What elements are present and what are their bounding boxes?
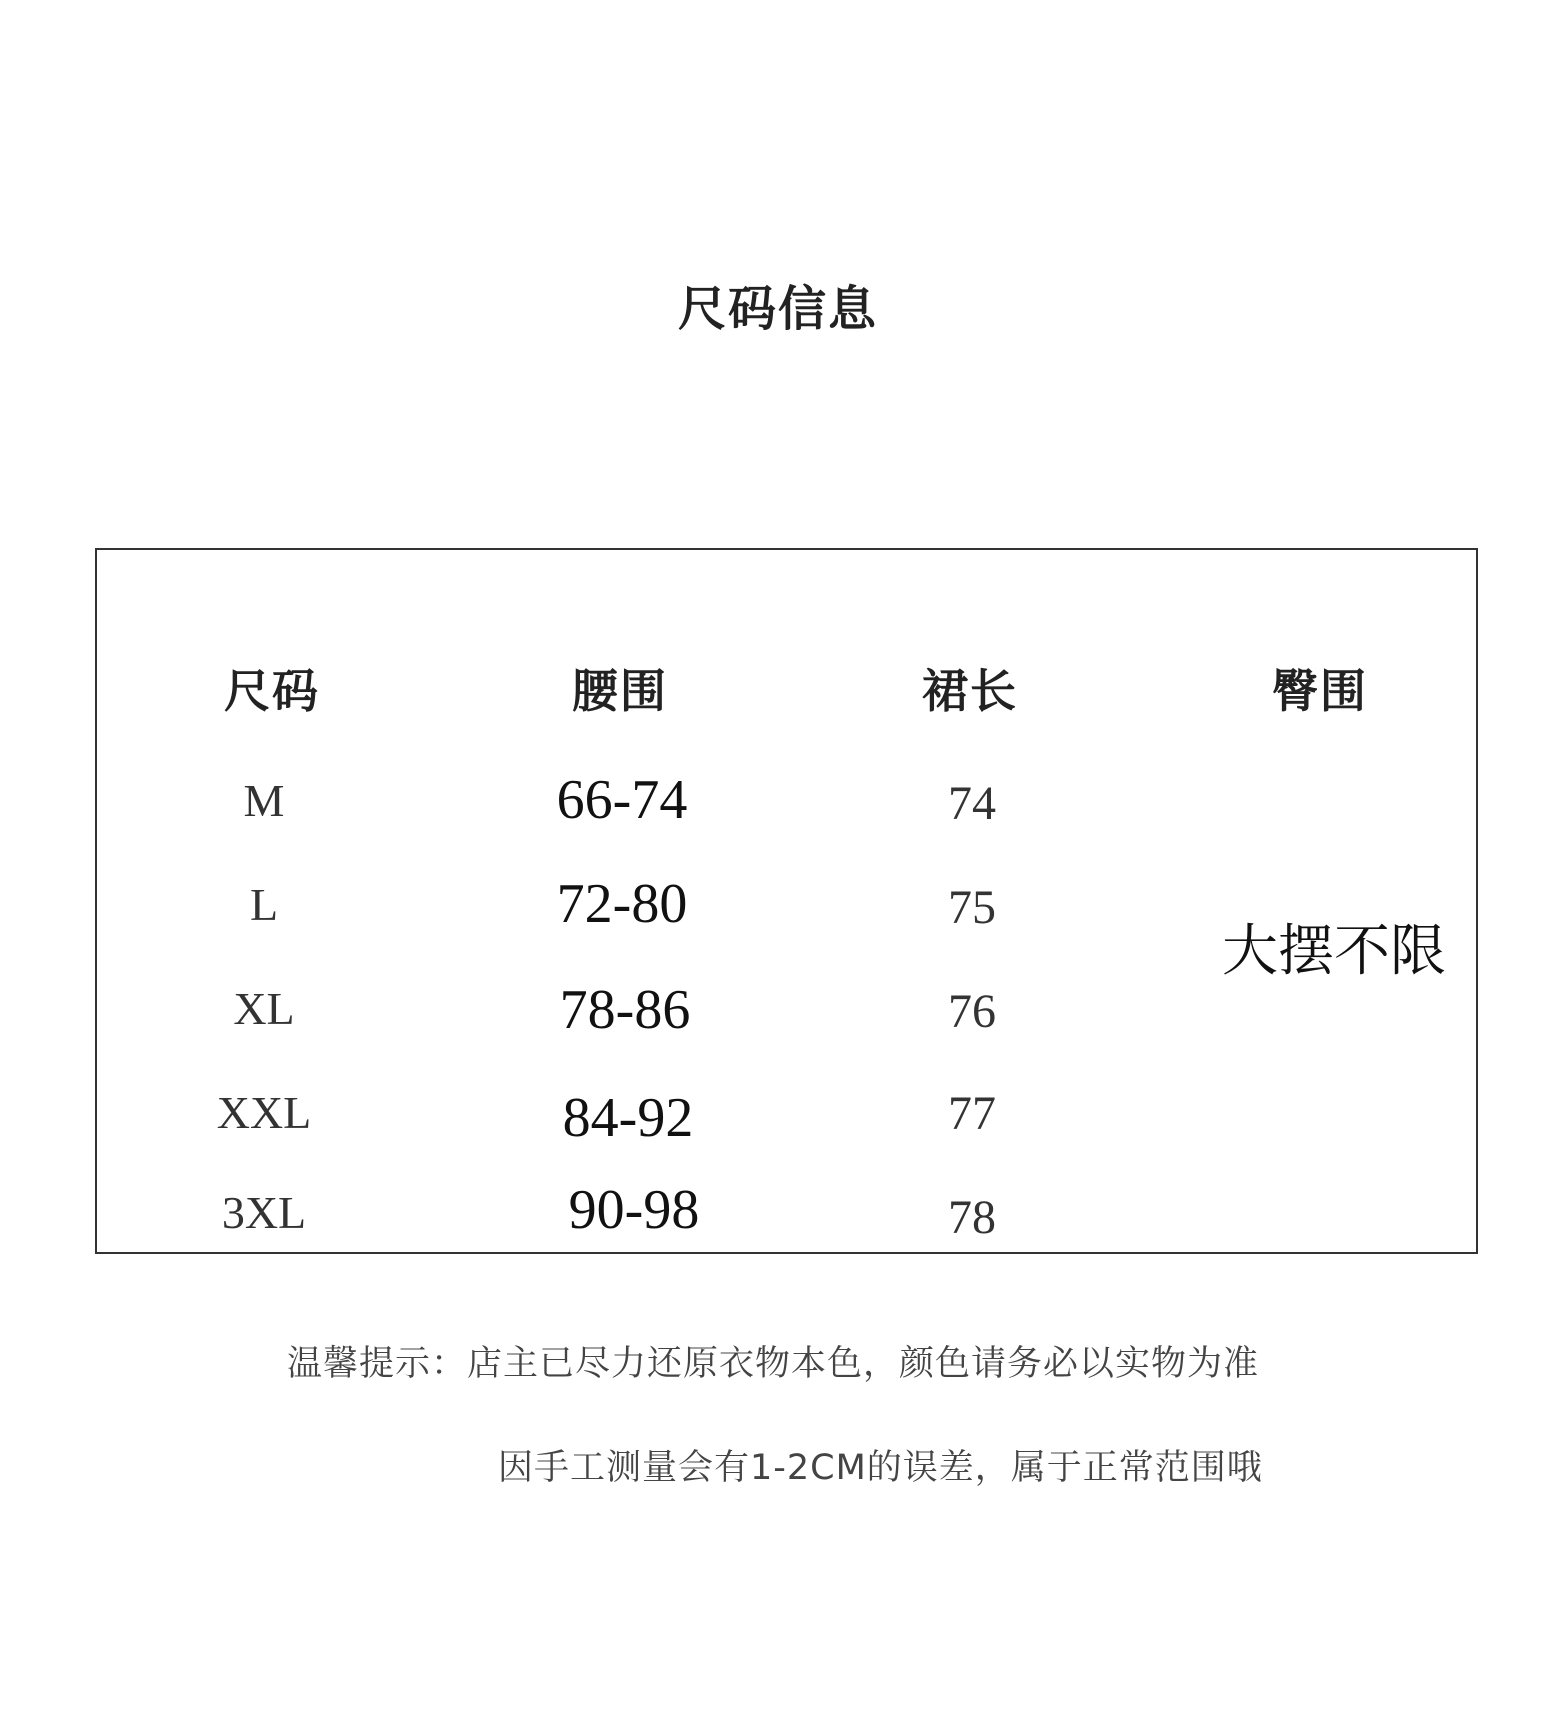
row-length: 77: [948, 1087, 996, 1140]
row-size: XL: [233, 983, 295, 1034]
header-length: 裙长: [922, 664, 1018, 718]
tip-line-2: 因手工测量会有1-2CM的误差，属于正常范围哦: [498, 1448, 1263, 1488]
row-waist: 66-74: [556, 769, 688, 831]
row-waist: 78-86: [559, 979, 691, 1041]
size-table: [95, 548, 1478, 1254]
header-size: 尺码: [224, 664, 320, 718]
row-waist: 84-92: [562, 1087, 694, 1149]
row-waist: 72-80: [556, 873, 688, 935]
header-hip: 臀围: [1272, 664, 1368, 718]
row-size: XXL: [216, 1087, 312, 1138]
row-size: M: [243, 775, 285, 826]
row-size: 3XL: [221, 1187, 307, 1238]
row-length: 76: [948, 985, 996, 1038]
row-length: 75: [948, 881, 996, 934]
tip-line-1: 温馨提示：店主已尽力还原衣物本色，颜色请务必以实物为准: [287, 1344, 1260, 1384]
row-size: L: [249, 879, 279, 930]
row-waist: 90-98: [568, 1179, 700, 1241]
hip-note: 大摆不限: [1222, 919, 1446, 984]
row-length: 78: [948, 1191, 996, 1244]
row-length: 74: [948, 777, 996, 830]
header-waist: 腰围: [572, 664, 668, 718]
page-title: 尺码信息: [677, 281, 878, 337]
